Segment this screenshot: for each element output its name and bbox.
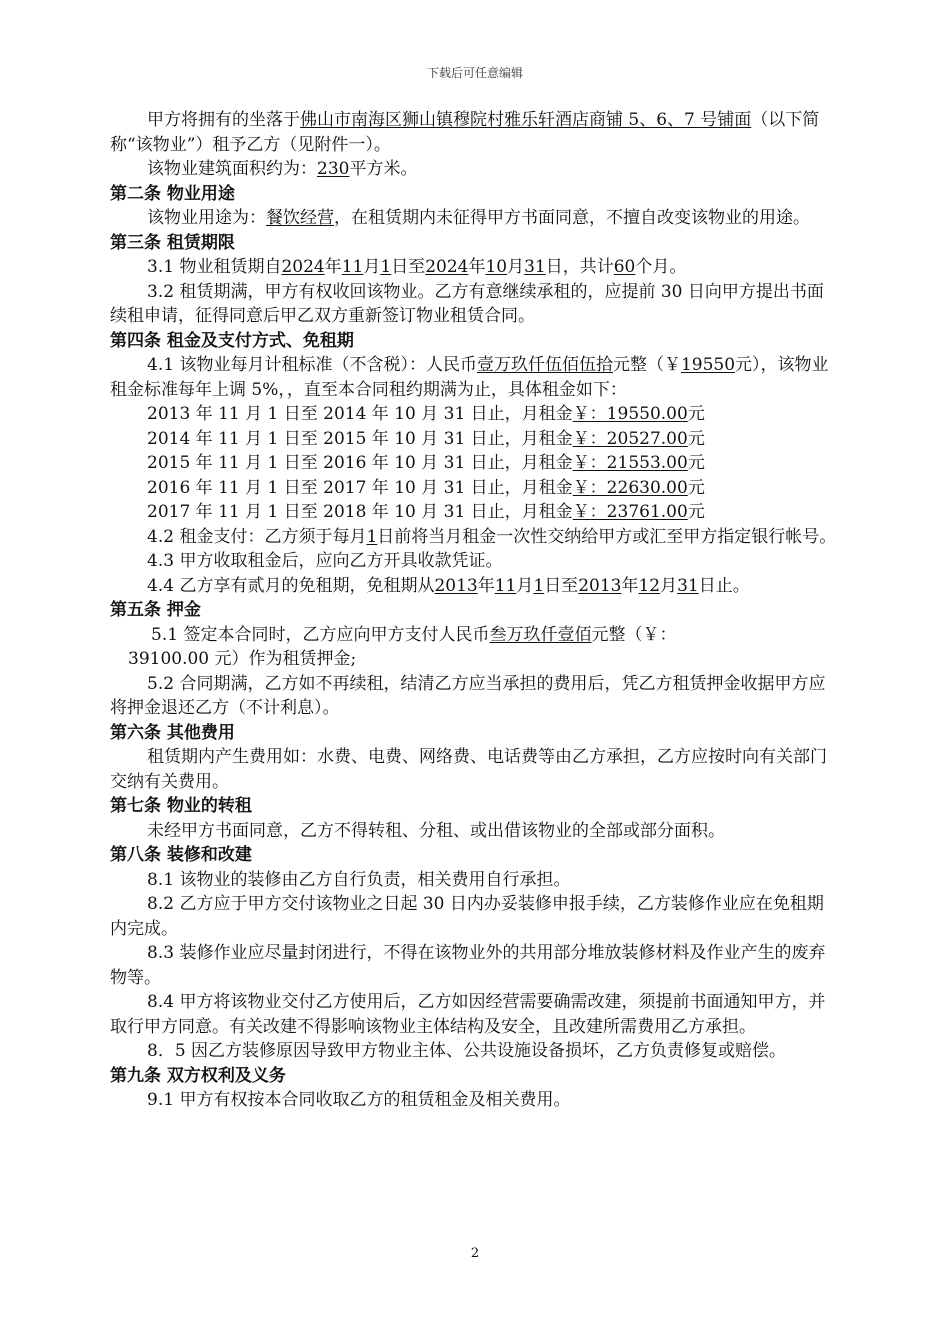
lease-term-paragraph: 3.1 物业租赁期自2024年11月1日至2024年10月31日，共计60个月。 — [147, 257, 687, 277]
page-number: 2 — [470, 1246, 480, 1261]
rent-schedule-row: 2013 年 11 月 1 日至 2014 年 10 月 31 日止，月租金￥：19550.00元 — [147, 404, 705, 424]
contract-body — [110, 108, 840, 1113]
rent-schedule-row: 2017 年 11 月 1 日至 2018 年 10 月 31 日止，月租金￥：23761.00元 — [147, 502, 705, 522]
receipt-paragraph: 4.3 甲方收取租金后，应向乙方开具收款凭证。 — [147, 551, 503, 571]
rights-paragraph-1: 9.1 甲方有权按本合同收取乙方的租赁租金及相关费用。 — [147, 1090, 571, 1110]
property-use: 餐饮经营 — [266, 208, 334, 228]
article-4-heading: 第四条 租金及支付方式、免租期 — [110, 330, 354, 351]
renovation-paragraph-2: 8.2 乙方应于甲方交付该物业之日起 30 日内办妥装修申报手续，乙方装修作业应在免租期内完成。 — [110, 894, 824, 939]
property-area-paragraph: 该物业建筑面积约为：230平方米。 — [147, 159, 418, 179]
rent-schedule-row: 2016 年 11 月 1 日至 2017 年 10 月 31 日止，月租金￥：22630.00元 — [147, 477, 705, 498]
rent-schedule-row: 2014 年 11 月 1 日至 2015 年 10 月 31 日止，月租金￥：20527.00元 — [147, 428, 705, 449]
article-9-heading: 第九条 双方权利及义务 — [110, 1065, 286, 1086]
article-5-heading: 第五条 押金 — [110, 600, 201, 620]
property-area: 230 — [317, 159, 350, 179]
rent-free-paragraph: 4.4 乙方享有贰月的免租期，免租期从2013年11月1日至2013年12月31日止。 — [147, 575, 750, 596]
article-3-heading: 第三条 租赁期限 — [110, 232, 235, 253]
deposit-amount-line: 39100.00 元）作为租赁押金; — [128, 649, 357, 669]
article-7-heading: 第七条 物业的转租 — [110, 796, 252, 816]
renovation-paragraph-5: 8．5 因乙方装修原因导致甲方物业主体、公共设施设备损坏，乙方负责修复或赔偿。 — [147, 1041, 787, 1061]
renovation-paragraph-1: 8.1 该物业的装修由乙方自行负责，相关费用自行承担。 — [147, 869, 571, 890]
property-use-paragraph: 该物业用途为：餐饮经营，在租赁期内未征得甲方书面同意，不擅自改变该物业的用途。 — [147, 208, 810, 228]
other-fees-paragraph: 租赁期内产生费用如：水费、电费、网络费、电话费等由乙方承担，乙方应按时向有关部门交纳有关费用。 — [110, 747, 827, 792]
deposit-refund-paragraph: 5.2 合同期满，乙方如不再续租，结清乙方应当承担的费用后，凭乙方租赁押金收据甲方应将押金退还乙方（不计利息）。 — [110, 673, 826, 718]
article-2-heading: 第二条 物业用途 — [110, 183, 235, 204]
deposit-amount-words: 叁万玖仟壹佰 — [489, 624, 592, 645]
rent-schedule — [110, 402, 840, 525]
lease-renewal-paragraph: 3.2 租赁期满，甲方有权收回该物业。乙方有意继续承租的，应提前 30 日向甲方提出书面续租申请，征得同意后甲乙双方重新签订物业租赁合同。 — [110, 281, 824, 326]
deposit-paragraph: 5.1 签定本合同时，乙方应向甲方支付人民币叁万玖仟壹佰元整（￥： — [151, 624, 677, 645]
property-location-paragraph: 甲方将拥有的坐落于佛山市南海区狮山镇穆院村雅乐轩酒店商铺 5、6、7 号铺面（以下简称“该物业”）租予乙方（见附件一）。 — [110, 110, 820, 155]
article-8-heading: 第八条 装修和改建 — [110, 845, 252, 865]
header-note: 下载后可任意编辑 — [426, 66, 523, 80]
rent-payment-paragraph: 4.2 租金支付：乙方须于每月1日前将当月租金一次性交纳给甲方或汇至甲方指定银行帐号。 — [147, 526, 837, 547]
rent-standard-paragraph: 4.1 该物业每月计租标准（不含税）：人民币壹万玖仟伍佰伍拾元整（￥19550元），该物业租金标准每年上调 5%，，直至本合同租约期满为止，具体租金如下： — [110, 355, 829, 400]
renovation-paragraph-4: 8.4 甲方将该物业交付乙方使用后，乙方如因经营需要确需改建，须提前书面通知甲方，并取行甲方同意。有关改建不得影响该物业主体结构及安全，且改建所需费用乙方承担。 — [110, 992, 826, 1037]
sublease-paragraph: 未经甲方书面同意，乙方不得转租、分租、或出借该物业的全部或部分面积。 — [147, 820, 725, 841]
rent-schedule-row: 2015 年 11 月 1 日至 2016 年 10 月 31 日止，月租金￥：21553.00元 — [147, 453, 705, 473]
article-6-heading: 第六条 其他费用 — [110, 722, 235, 743]
renovation-paragraph-3: 8.3 装修作业应尽量封闭进行，不得在该物业外的共用部分堆放装修材料及作业产生的废弃物等。 — [110, 943, 826, 988]
property-address: 佛山市南海区狮山镇穆院村雅乐轩酒店商铺 5、6、7 号铺面 — [300, 110, 752, 130]
